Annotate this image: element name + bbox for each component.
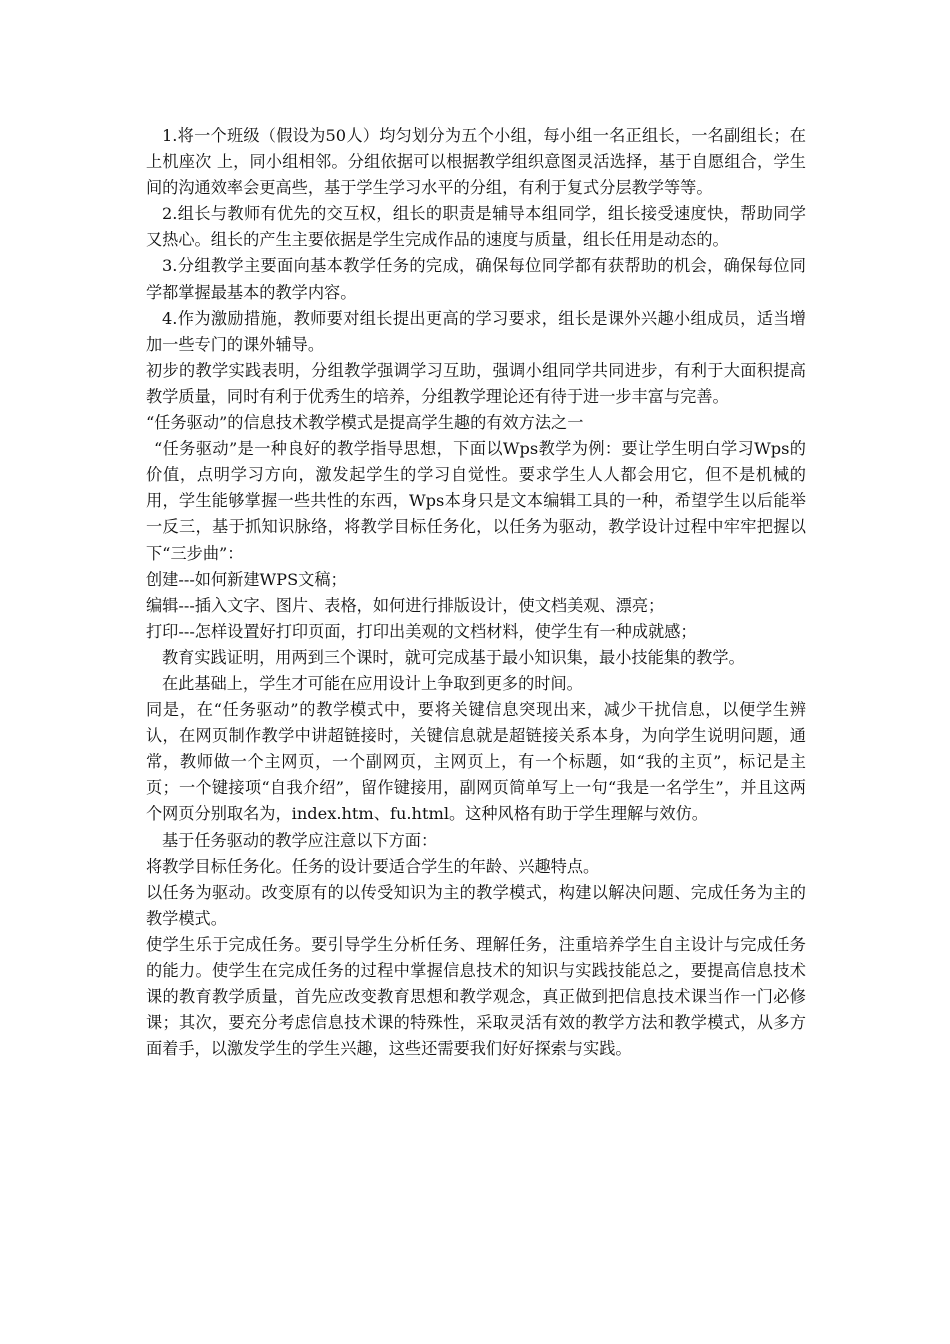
paragraph-3: 3.分组教学主要面向基本教学任务的完成，确保每位同学都有获帮助的机会，确保每位同学都掌握最基本的教学内容。 xyxy=(146,256,806,302)
paragraph-7: “任务驱动”是一种良好的教学指导思想，下面以Wps教学为例：要让学生明白学习Wps的价值，点明学习方向，激发起学生的学习自觉性。要求学生人人都会用它，但不是机械的用，学生能够掌握一些共性的东西，Wps本身只是文本编辑工具的一种，希望学生以后能举一反三，基于抓知识脉络，将教学目标任务化，以任务为驱动，教学设计过程中牢牢把握以下“三步曲”： xyxy=(146,439,806,563)
paragraph-6: “任务驱动”的信息技术教学模式是提高学生趣的有效方法之一 xyxy=(146,413,584,433)
document-page xyxy=(146,123,806,1062)
paragraph-9: 编辑---插入文字、图片、表格，如何进行排版设计，使文档美观、漂亮； xyxy=(146,595,665,615)
paragraph-12: 在此基础上，学生才可能在应用设计上争取到更多的时间。 xyxy=(162,673,583,693)
paragraph-10: 打印---怎样设置好打印页面，打印出美观的文档材料，使学生有一种成就感； xyxy=(146,621,697,641)
paragraph-15: 将教学目标任务化。任务的设计要适合学生的年龄、兴趣特点。 xyxy=(146,856,600,876)
paragraph-13: 同是，在“任务驱动”的教学模式中，要将关键信息突现出来，减少干扰信息，以便学生辨认，在网页制作教学中讲超链接时，关键信息就是超链接关系本身，为向学生说明问题，通常，教师做一个主网页，一个副网页，主网页上，有一个标题，如“我的主页”，标记是主页；一个键接项“自我介绍”，留作键接用，副网页简单写上一句“我是一名学生”，并且这两个网页分别取名为，index.htm、fu.html。这种风格有助于学生理解与效仿。 xyxy=(146,700,806,824)
paragraph-5: 初步的教学实践表明，分组教学强调学习互助，强调小组同学共同进步，有利于大面积提高教学质量，同时有利于优秀生的培养，分组教学理论还有待于进一步丰富与完善。 xyxy=(146,360,806,406)
paragraph-17: 使学生乐于完成任务。要引导学生分析任务、理解任务，注重培养学生自主设计与完成任务的能力。使学生在完成任务的过程中掌握信息技术的知识与实践技能总之，要提高信息技术课的教育教学质量，首先应改变教育思想和教学观念，真正做到把信息技术课当作一门必修课；其次，要充分考虑信息技术课的特殊性，采取灵活有效的教学方法和教学模式，从多方面着手，以激发学生的学生兴趣，这些还需要我们好好探索与实践。 xyxy=(146,934,806,1059)
paragraph-1: 1.将一个班级（假设为50人）均匀划分为五个小组，每小组一名正组长，一名副组长；在上机座次 上，同小组相邻。分组依据可以根据教学组织意图灵活选择，基于自愿组合，学生间的沟通效率会更高些，基于学生学习水平的分组，有利于复式分层教学等等。 xyxy=(146,126,806,198)
paragraph-4: 4.作为激励措施，教师要对组长提出更高的学习要求，组长是课外兴趣小组成员，适当增加一些专门的课外辅导。 xyxy=(146,308,806,354)
paragraph-8: 创建---如何新建WPS文稿； xyxy=(146,569,347,589)
paragraph-14: 基于任务驱动的教学应注意以下方面： xyxy=(162,830,438,850)
paragraph-16: 以任务为驱动。改变原有的以传受知识为主的教学模式，构建以解决问题、完成任务为主的教学模式。 xyxy=(146,882,806,928)
paragraph-11: 教育实践证明，用两到三个课时，就可完成基于最小知识集，最小技能集的教学。 xyxy=(162,647,745,667)
paragraph-2: 2.组长与教师有优先的交互权，组长的职责是辅导本组同学，组长接受速度快，帮助同学又热心。组长的产生主要依据是学生完成作品的速度与质量，组长任用是动态的。 xyxy=(146,204,806,250)
